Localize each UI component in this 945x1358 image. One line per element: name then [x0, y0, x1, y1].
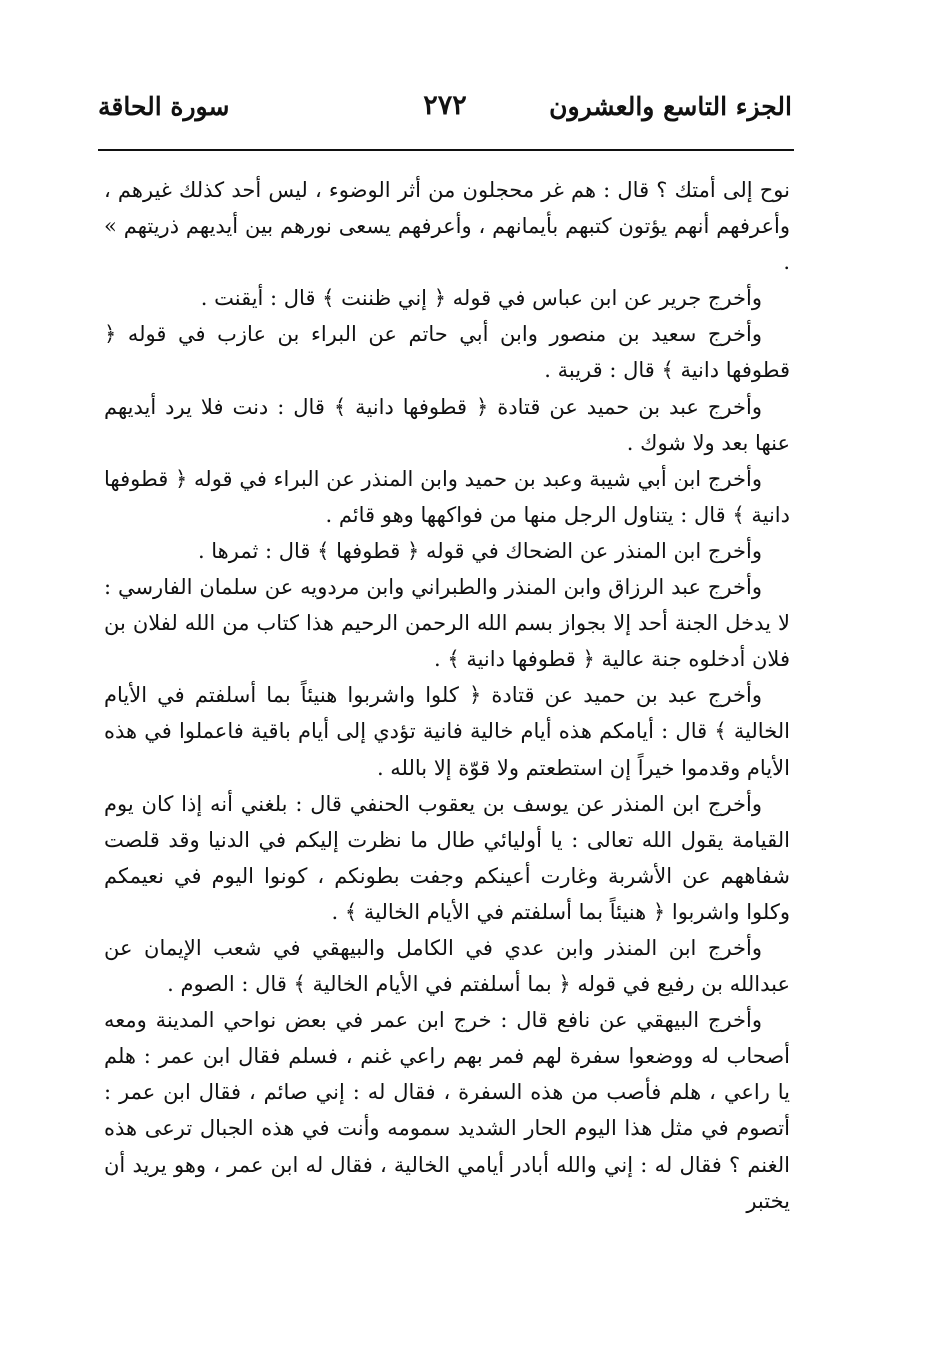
page-number: ٢٧٢: [423, 90, 467, 121]
paragraph: وأخرج ابن المنذر وابن عدي في الكامل والبيهقي في شعب الإيمان عن عبدالله بن رفيع في قوله ﴿ بما أسلفتم في الأيام الخالية ﴾ قال : الصوم .: [104, 935, 790, 997]
paragraph: نوح إلى أمتك ؟ قال : هم غر محجلون من أثر الوضوء ، ليس أحد كذلك غيرهم ، وأعرفهم أنهم يؤتون كتبهم بأيمانهم ، وأعرفهم يسعى نورهم بين أيديهم ذريتهم » .: [104, 178, 790, 275]
paragraph: وأخرج البيهقي عن نافع قال : خرج ابن عمر في بعض نواحي المدينة ومعه أصحاب له ووضعوا سفرة لهم فمر بهم راعي غنم ، فسلم فقال ابن عمر : هلم يا راعي ، هلم فأصب من هذه السفرة ، فقال له : إني صائم ، فقال ابن عمر : أتصوم في مثل هذا اليوم الحار الشديد سمومه وأنت في هذه الجبال ترعى هذه الغنم ؟ فقال له : إني والله أبادر أيامي الخالية ، فقال له ابن عمر ، وهو يريد أن يختبر: [104, 1008, 790, 1213]
paragraph: وأخرج عبد بن حميد عن قتادة ﴿ قطوفها دانية ﴾ قال : دنت فلا يرد أيديهم عنها بعد ولا شوك .: [104, 394, 790, 455]
paragraph: وأخرج جرير عن ابن عباس في قوله ﴿ إني ظننت ﴾ قال : أيقنت .: [200, 286, 762, 311]
header-divider: [98, 149, 794, 151]
main-text: [104, 172, 790, 1219]
paragraph: وأخرج ابن المنذر عن يوسف بن يعقوب الحنفي قال : بلغني أنه إذا كان يوم القيامة يقول الله تعالى : يا أوليائي طال ما نظرت إليكم في الدنيا وقد قلصت شفاههم عن الأشربة وغارت أعينكم وجفت بطونكم ، كونوا اليوم في نعيمكم وكلوا واشربوا ﴿ هنيئاً بما أسلفتم في الأيام الخالية ﴾ .: [104, 791, 790, 924]
paragraph: وأخرج ابن أبي شيبة وعبد بن حميد وابن المنذر عن البراء في قوله ﴿ قطوفها دانية ﴾ قال : يتناول الرجل منها من فواكهها وهو قائم .: [104, 466, 790, 527]
paragraph: وأخرج عبد بن حميد عن قتادة ﴿ كلوا واشربوا هنيئاً بما أسلفتم في الأيام الخالية ﴾ قال : أيامكم هذه أيام خالية فانية تؤدي إلى أيام باقية فاعملوا في هذه الأيام وقدموا خيراً إن استطعتم ولا قوّة إلا بالله .: [104, 683, 790, 780]
paragraph: وأخرج سعيد بن منصور وابن أبي حاتم عن البراء بن عازب في قوله ﴿ قطوفها دانية ﴾ قال : قريبة .: [104, 322, 790, 383]
running-header: [98, 86, 792, 140]
part-title: الجزء التاسع والعشرون: [549, 92, 792, 121]
paragraph: وأخرج ابن المنذر عن الضحاك في قوله ﴿ قطوفها ﴾ قال : ثمرها .: [197, 538, 762, 563]
surah-title: سورة الحاقة: [98, 92, 230, 121]
paragraph: وأخرج عبد الرزاق وابن المنذر والطبراني وابن مردويه عن سلمان الفارسي : لا يدخل الجنة أحد إلا بجواز بسم الله الرحمن الرحيم هذا كتاب من الله لفلان بن فلان أدخلوه جنة عالية ﴿ قطوفها دانية ﴾ .: [104, 575, 790, 672]
